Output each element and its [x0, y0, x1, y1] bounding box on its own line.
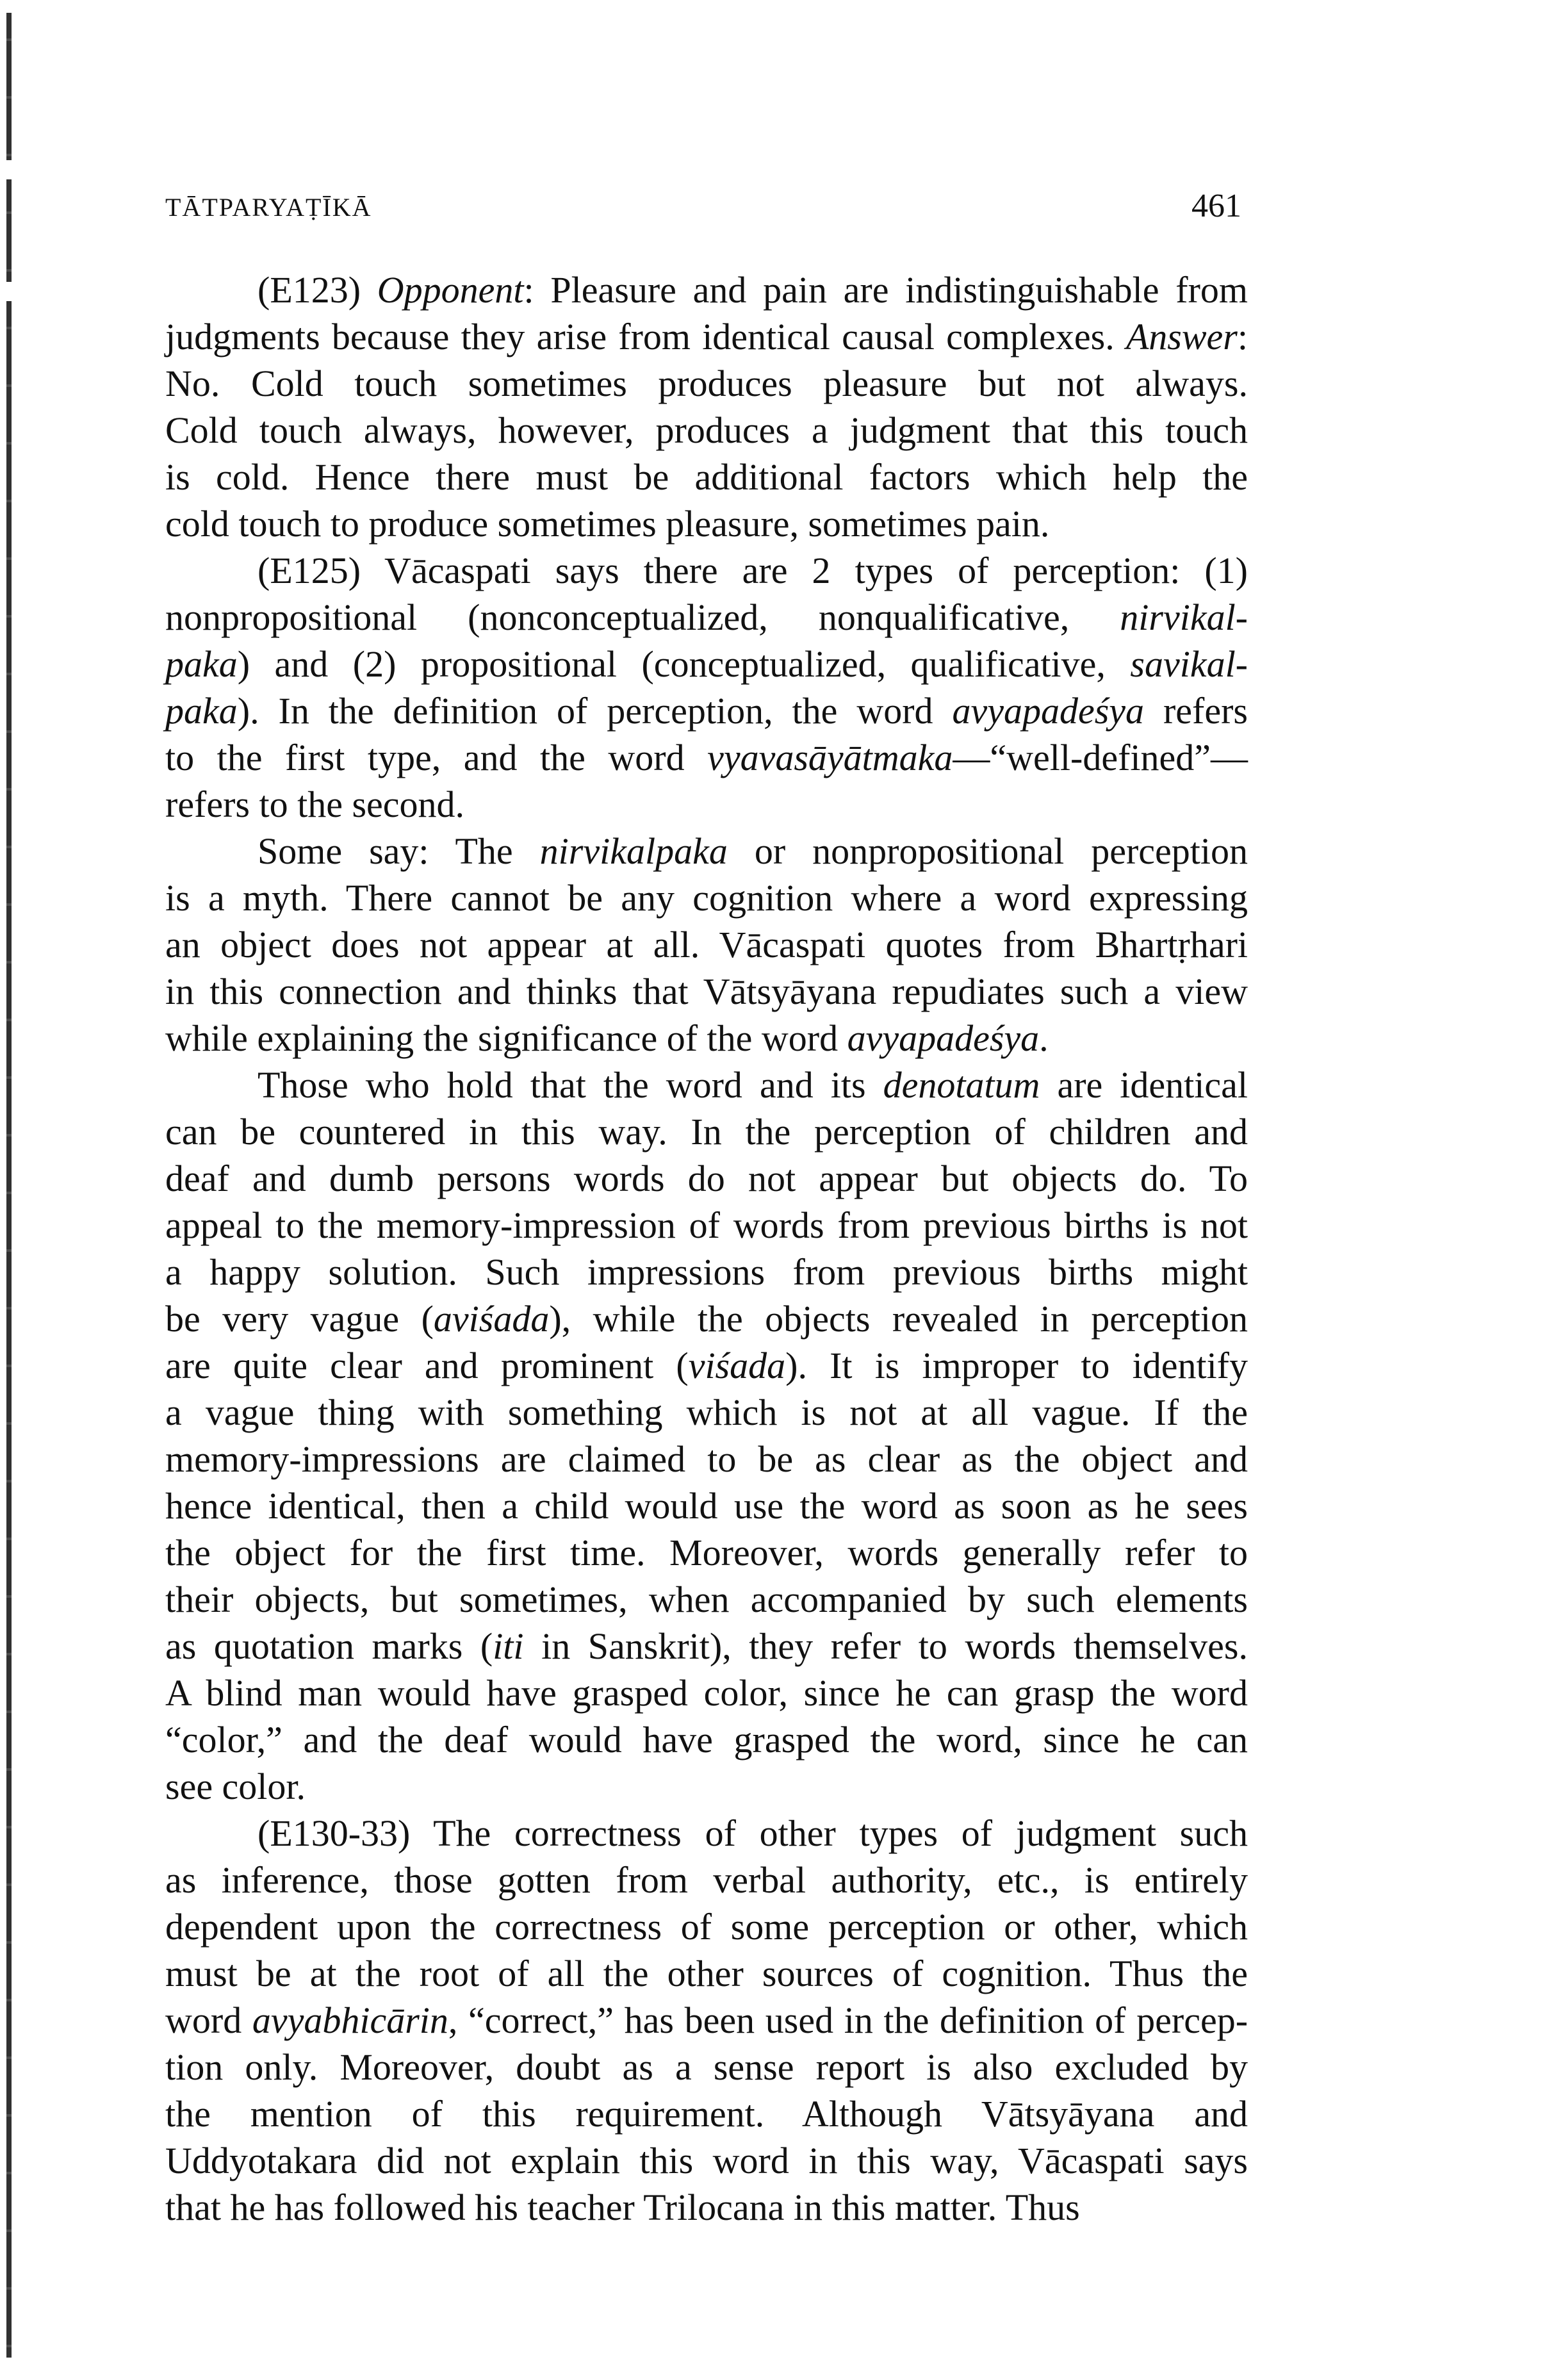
text-run: Some say: The	[258, 830, 540, 872]
text-line-content	[165, 454, 1248, 500]
text-run: is cold. Hence there must be additional factors which help the	[165, 456, 1248, 498]
text-run: their objects, but sometimes, when accompanied by such elements	[165, 1579, 1248, 1620]
text-line-content	[165, 500, 1248, 547]
text-line	[165, 360, 1248, 407]
text-line-content	[258, 1062, 1248, 1108]
page-binding-shadow	[6, 13, 12, 2358]
text-line-content	[165, 1155, 1248, 1202]
text-line	[165, 1389, 1248, 1436]
running-head	[165, 188, 1248, 231]
text-line-content	[165, 1295, 1248, 1342]
text-line-content	[165, 921, 1248, 968]
text-run: or nonpropositional perception	[727, 830, 1248, 872]
text-line	[165, 1763, 1248, 1810]
text-line-content	[165, 2184, 1248, 2231]
text-run: to the first type, and the word	[165, 737, 708, 778]
text-run: ), while the objects revealed in perception	[549, 1298, 1248, 1340]
text-run: Uddyotakara did not explain this word in this way, Vācaspati says	[165, 2140, 1248, 2181]
text-line	[165, 2090, 1248, 2137]
text-line	[165, 1623, 1248, 1670]
text-line	[165, 1529, 1248, 1576]
text-run: appeal to the memory-impression of words from previous births is not	[165, 1204, 1248, 1246]
text-line-content	[165, 1249, 1248, 1295]
text-line-content	[165, 968, 1248, 1015]
text-line-content	[165, 2137, 1248, 2184]
paragraph-those-who-hold	[165, 1062, 1248, 1810]
text-line	[165, 1857, 1248, 1903]
text-run: an object does not appear at all. Vācaspati quotes from Bhartṛhari	[165, 924, 1248, 965]
text-line-content	[165, 1950, 1248, 1997]
italic-term: Opponent	[377, 269, 524, 311]
text-run: a happy solution. Such impressions from previous births might	[165, 1251, 1248, 1293]
text-line-content	[165, 1763, 1248, 1810]
italic-term: paka	[165, 690, 238, 732]
italic-term: savikal-	[1130, 643, 1248, 685]
paragraph-E123	[165, 267, 1248, 547]
text-line	[165, 1716, 1248, 1763]
binding-gap	[4, 282, 14, 301]
text-run: (E123)	[258, 269, 377, 311]
text-line-content	[165, 1903, 1248, 1950]
italic-term: nirvikalpaka	[539, 830, 728, 872]
paragraph-E130-33	[165, 1810, 1248, 2231]
text-line-content	[165, 1857, 1248, 1903]
text-line	[165, 547, 1248, 594]
text-run: as quotation marks (	[165, 1625, 493, 1667]
text-run: as inference, those gotten from verbal authority, etc., is entirely	[165, 1859, 1248, 1901]
text-line-content	[165, 407, 1248, 454]
text-line-content	[165, 1670, 1248, 1716]
text-line	[165, 1249, 1248, 1295]
text-line-content	[165, 687, 1248, 734]
text-line	[165, 1482, 1248, 1529]
text-run: word	[165, 1999, 252, 2041]
text-line	[165, 1202, 1248, 1249]
text-run: the mention of this requirement. Although Vātsyāyana and	[165, 2093, 1248, 2135]
text-line-content	[165, 1108, 1248, 1155]
text-line	[165, 1670, 1248, 1716]
italic-term: nirvikal-	[1120, 596, 1248, 638]
text-line-content	[165, 1436, 1248, 1482]
text-line-content	[165, 1529, 1248, 1576]
italic-term: aviśada	[433, 1298, 550, 1340]
italic-term: Answer	[1125, 316, 1238, 357]
text-line	[165, 968, 1248, 1015]
text-line	[165, 267, 1248, 313]
text-run: : Pleasure and pain are indistinguishable from	[523, 269, 1248, 311]
text-run: while explaining the significance of the word	[165, 1017, 847, 1059]
text-run: —“well-defined”—	[953, 737, 1248, 778]
text-line	[165, 1997, 1248, 2044]
binding-gap	[4, 160, 14, 179]
text-line-content	[258, 547, 1248, 594]
text-run: :	[1237, 316, 1248, 357]
text-line	[165, 500, 1248, 547]
italic-term: paka	[165, 643, 238, 685]
text-line	[165, 1810, 1248, 1857]
text-line-content	[165, 1015, 1248, 1062]
text-line	[165, 874, 1248, 921]
text-line	[165, 1062, 1248, 1108]
text-line	[165, 1295, 1248, 1342]
italic-term: avyapadeśya	[847, 1017, 1040, 1059]
text-line	[165, 2137, 1248, 2184]
text-line-content	[165, 641, 1248, 687]
italic-term: iti	[493, 1625, 524, 1667]
text-line-content	[165, 1482, 1248, 1529]
text-line	[165, 1576, 1248, 1623]
text-line	[165, 1155, 1248, 1202]
page-number: 461	[1191, 188, 1241, 224]
paragraph-E125	[165, 547, 1248, 828]
text-line-content	[258, 267, 1248, 313]
text-run: nonpropositional (nonconceptualized, nonqualificative,	[165, 596, 1120, 638]
italic-term: denotatum	[883, 1064, 1040, 1106]
text-run: Those who hold that the word and its	[258, 1064, 883, 1106]
text-line-content	[165, 781, 1248, 828]
text-line	[165, 454, 1248, 500]
text-line	[165, 594, 1248, 641]
text-run: can be countered in this way. In the perception of children and	[165, 1111, 1248, 1153]
text-run: No. Cold touch sometimes produces pleasure but not always.	[165, 363, 1248, 404]
text-run: (E125) Vācaspati says there are 2 types of perception: (1)	[258, 550, 1248, 591]
text-line-content	[165, 1576, 1248, 1623]
italic-term: viśada	[688, 1345, 786, 1386]
text-run: (E130-33) The correctness of other types of judgment such	[258, 1812, 1248, 1854]
text-run: see color.	[165, 1766, 306, 1807]
text-run: a vague thing with something which is not at all vague. If the	[165, 1391, 1248, 1433]
text-line	[165, 1950, 1248, 1997]
text-run: .	[1039, 1017, 1049, 1059]
text-line	[165, 2044, 1248, 2090]
text-run: that he has followed his teacher Trilocana in this matter. Thus	[165, 2187, 1080, 2228]
text-line-content	[165, 313, 1248, 360]
text-run: “color,” and the deaf would have grasped the word, since he can	[165, 1719, 1248, 1760]
text-line-content	[165, 360, 1248, 407]
text-run: cold touch to produce sometimes pleasure, sometimes pain.	[165, 503, 1050, 545]
text-line-content	[165, 2044, 1248, 2090]
text-line	[165, 1436, 1248, 1482]
text-line	[165, 1108, 1248, 1155]
text-run: in Sanskrit), they refer to words themselves.	[523, 1625, 1248, 1667]
text-line	[165, 781, 1248, 828]
text-run: dependent upon the correctness of some perception or other, which	[165, 1906, 1248, 1948]
text-run: in this connection and thinks that Vātsyāyana repudiates such a view	[165, 971, 1248, 1012]
text-line	[165, 734, 1248, 781]
text-run: are quite clear and prominent (	[165, 1345, 689, 1386]
text-run: Cold touch always, however, produces a judgment that this touch	[165, 409, 1248, 451]
text-line-content	[165, 2090, 1248, 2137]
text-run: , “correct,” has been used in the definition of percep-	[448, 1999, 1248, 2041]
text-line	[165, 641, 1248, 687]
text-run: ). In the definition of perception, the word	[237, 690, 953, 732]
text-line-content	[165, 594, 1248, 641]
text-line-content	[165, 734, 1248, 781]
text-run: hence identical, then a child would use the word as soon as he sees	[165, 1485, 1248, 1527]
text-run: are identical	[1040, 1064, 1248, 1106]
text-run: the object for the first time. Moreover, words generally refer to	[165, 1532, 1248, 1573]
body-text	[165, 267, 1248, 2231]
text-run: deaf and dumb persons words do not appear but objects do. To	[165, 1158, 1248, 1199]
paragraph-some-say	[165, 828, 1248, 1062]
text-line	[165, 921, 1248, 968]
text-line	[165, 313, 1248, 360]
text-line-content	[258, 828, 1248, 874]
text-line-content	[165, 1716, 1248, 1763]
text-run: refers to the second.	[165, 784, 465, 825]
text-line	[165, 1015, 1248, 1062]
text-run: tion only. Moreover, doubt as a sense report is also excluded by	[165, 2046, 1248, 2088]
text-run: refers	[1144, 690, 1248, 732]
text-line-content	[258, 1810, 1248, 1857]
text-run: must be at the root of all the other sources of cognition. Thus the	[165, 1953, 1248, 1994]
italic-term: avyapadeśya	[952, 690, 1145, 732]
text-line-content	[165, 1202, 1248, 1249]
text-run: A blind man would have grasped color, since he can grasp the word	[165, 1672, 1248, 1714]
text-line-content	[165, 874, 1248, 921]
text-line	[165, 828, 1248, 874]
text-run: ). It is improper to identify	[785, 1345, 1248, 1386]
text-line-content	[165, 1623, 1248, 1670]
text-run: be very vague (	[165, 1298, 434, 1340]
text-line	[165, 407, 1248, 454]
italic-term: vyavasāyātmaka	[707, 737, 953, 778]
text-run: ) and (2) propositional (conceptualized, qualificative,	[237, 643, 1131, 685]
text-run: memory-impressions are claimed to be as clear as the object and	[165, 1438, 1248, 1480]
italic-term: avyabhicārin	[252, 1999, 448, 2041]
text-line	[165, 2184, 1248, 2231]
text-line	[165, 1903, 1248, 1950]
text-line-content	[165, 1342, 1248, 1389]
text-line	[165, 1342, 1248, 1389]
running-head-title: TĀTPARYAṬĪKĀ	[165, 193, 372, 222]
text-line-content	[165, 1997, 1248, 2044]
text-line-content	[165, 1389, 1248, 1436]
text-run: is a myth. There cannot be any cognition where a word expressing	[165, 877, 1248, 919]
text-run: judgments because they arise from identical causal complexes.	[165, 316, 1126, 357]
text-line	[165, 687, 1248, 734]
